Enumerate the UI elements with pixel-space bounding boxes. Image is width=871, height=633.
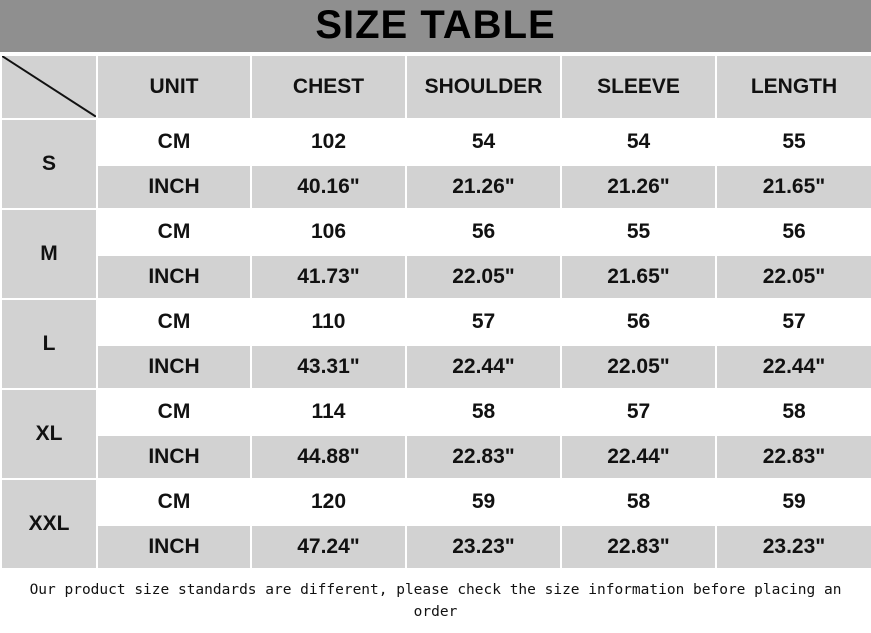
cell-sleeve-inch: 22.05"	[561, 345, 716, 389]
disclaimer-text: Our product size standards are different, please check the size information before placing an order	[29, 581, 842, 620]
unit-inch: INCH	[97, 165, 251, 209]
cell-shoulder-inch: 22.83"	[406, 435, 561, 479]
bottom-strip	[0, 623, 871, 633]
cell-sleeve-cm: 58	[561, 479, 716, 525]
cell-chest-inch: 44.88"	[251, 435, 406, 479]
unit-cm: CM	[97, 119, 251, 165]
table-row	[1, 525, 871, 569]
cell-shoulder-cm: 54	[406, 119, 561, 165]
disclaimer-bar	[0, 570, 871, 624]
size-label-s: S	[1, 119, 97, 209]
column-header-length: LENGTH	[716, 55, 871, 119]
cell-length-inch: 23.23"	[716, 525, 871, 569]
column-header-sleeve: SLEEVE	[561, 55, 716, 119]
cell-shoulder-inch: 22.05"	[406, 255, 561, 299]
size-label-xxl: XXL	[1, 479, 97, 569]
table-row	[1, 435, 871, 479]
cell-sleeve-inch: 21.26"	[561, 165, 716, 209]
size-label-l: L	[1, 299, 97, 389]
column-header-chest: CHEST	[251, 55, 406, 119]
cell-chest-inch: 41.73"	[251, 255, 406, 299]
column-header-unit: UNIT	[97, 55, 251, 119]
cell-length-cm: 59	[716, 479, 871, 525]
cell-sleeve-inch: 22.44"	[561, 435, 716, 479]
cell-chest-cm: 114	[251, 389, 406, 435]
table-row	[1, 389, 871, 435]
cell-sleeve-cm: 57	[561, 389, 716, 435]
cell-sleeve-cm: 54	[561, 119, 716, 165]
cell-sleeve-inch: 21.65"	[561, 255, 716, 299]
size-table	[0, 54, 871, 570]
table-row	[1, 299, 871, 345]
cell-chest-inch: 47.24"	[251, 525, 406, 569]
cell-length-cm: 58	[716, 389, 871, 435]
cell-sleeve-inch: 22.83"	[561, 525, 716, 569]
cell-sleeve-cm: 55	[561, 209, 716, 255]
unit-inch: INCH	[97, 345, 251, 389]
unit-inch: INCH	[97, 255, 251, 299]
cell-shoulder-cm: 59	[406, 479, 561, 525]
size-label-m: M	[1, 209, 97, 299]
cell-shoulder-inch: 23.23"	[406, 525, 561, 569]
cell-length-inch: 22.05"	[716, 255, 871, 299]
cell-shoulder-cm: 58	[406, 389, 561, 435]
corner-diagonal-cell	[1, 55, 97, 119]
cell-sleeve-cm: 56	[561, 299, 716, 345]
table-row	[1, 209, 871, 255]
cell-shoulder-cm: 57	[406, 299, 561, 345]
table-row	[1, 119, 871, 165]
table-row	[1, 479, 871, 525]
cell-chest-cm: 106	[251, 209, 406, 255]
size-label-xl: XL	[1, 389, 97, 479]
cell-shoulder-inch: 22.44"	[406, 345, 561, 389]
unit-cm: CM	[97, 299, 251, 345]
cell-chest-cm: 120	[251, 479, 406, 525]
cell-chest-cm: 102	[251, 119, 406, 165]
unit-inch: INCH	[97, 435, 251, 479]
cell-chest-cm: 110	[251, 299, 406, 345]
page-title: SIZE TABLE	[315, 3, 556, 48]
cell-length-inch: 22.44"	[716, 345, 871, 389]
cell-length-inch: 21.65"	[716, 165, 871, 209]
title-bar	[0, 0, 871, 54]
unit-cm: CM	[97, 209, 251, 255]
column-header-shoulder: SHOULDER	[406, 55, 561, 119]
cell-chest-inch: 43.31"	[251, 345, 406, 389]
unit-cm: CM	[97, 479, 251, 525]
cell-length-cm: 57	[716, 299, 871, 345]
cell-length-cm: 55	[716, 119, 871, 165]
table-row	[1, 345, 871, 389]
cell-shoulder-inch: 21.26"	[406, 165, 561, 209]
cell-length-inch: 22.83"	[716, 435, 871, 479]
cell-shoulder-cm: 56	[406, 209, 561, 255]
table-header-row	[1, 55, 871, 119]
diagonal-slash-icon	[2, 56, 96, 117]
cell-chest-inch: 40.16"	[251, 165, 406, 209]
cell-length-cm: 56	[716, 209, 871, 255]
table-row	[1, 165, 871, 209]
table-row	[1, 255, 871, 299]
unit-cm: CM	[97, 389, 251, 435]
unit-inch: INCH	[97, 525, 251, 569]
